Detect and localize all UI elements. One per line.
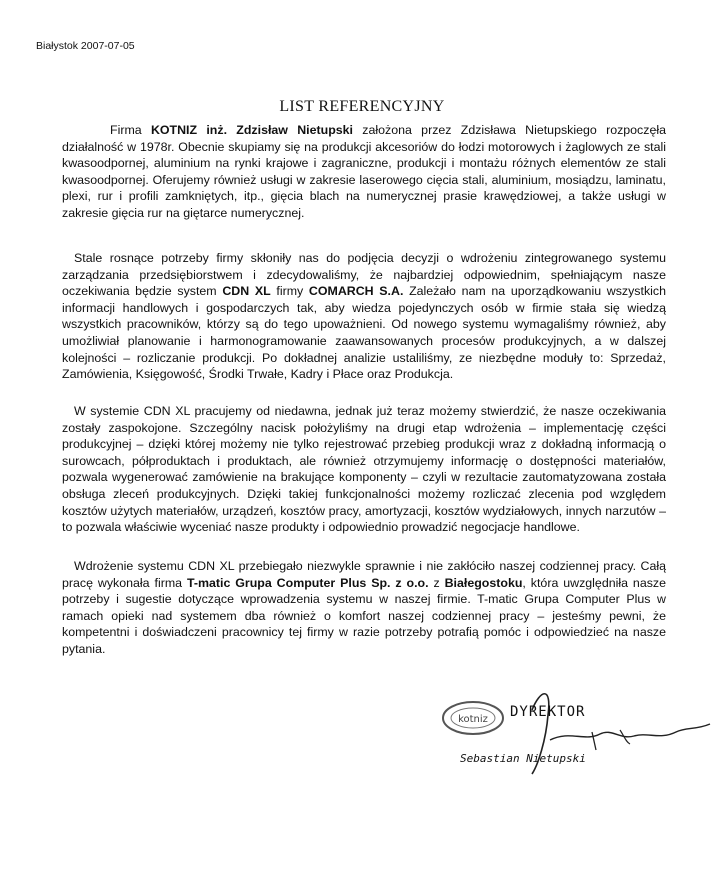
- system-name: CDN XL: [222, 284, 271, 299]
- p2-mid: firmy: [270, 284, 309, 299]
- p4-lead: Wdrożenie systemu CDN XL przebiegało niezwykle sprawnie i nie zakłóciło naszej codziennej pracy. Całą pracę wykonała firma: [62, 559, 666, 590]
- company-name: KOTNIZ inż. Zdzisław Nietupski: [150, 123, 353, 137]
- p1-body: założona przez Zdzisława Nietupskiego rozpoczęła działalność w 1978r. Obecnie skupiamy się na produkcji akcesoriów do łodzi motorowych i żaglowych ze stali kwasoodpornej, aluminium na rynki krajowe i zagraniczne, produkcji i montażu różnych elementów ze stali kwasoodpornej. Oferujemy również usługi w zakresie laserowego cięcia stali, aluminium, mosiądzu, laminatu, plexi, rur i profili zamkniętych, itp., gięcia blach na numerycznej prasie krawędziowej, a także usługi w zakresie gięcia rur na giętarce numerycznej.: [62, 123, 666, 220]
- partner-name: T-matic Grupa Computer Plus Sp. z o.o.: [186, 575, 429, 590]
- p1-lead: Firma: [110, 123, 151, 137]
- svg-text:kotniz: kotniz: [458, 714, 488, 725]
- p4-mid: z: [428, 575, 445, 590]
- paragraph-system-choice: [62, 250, 666, 383]
- p4-body: , która uwzględniła nasze potrzeby i sugestie dotyczące wprowadzenia systemu w naszej firmie. T-matic Grupa Computer Plus w ramach opieki nad systemem dba również o komfort naszej codziennej pracy – jesteśmy pewni, że kompetentni i doświadczeni pracownicy tej firmy w razie potrzeby potrafią pomóc i odpowiedzieć na nasze pytania.: [62, 575, 666, 656]
- p3-body: W systemie CDN XL pracujemy od niedawna, jednak już teraz możemy stwierdzić, że nasze oczekiwania zostały zaspokojone. Szczególny nacisk położyliśmy na drugi etap wdrożenia – implementację części produkcyjnej – dzięki której możemy nie tylko rejestrować przebieg produkcji wraz z dokładną informacją o surowcach, półproduktach i produktach, ale również otrzymujemy informację o dostępności materiałów, pozwala wygenerować zamówienie na brakujące komponenty – czyli w rezultacie zautomatyzowana została obsługa zleceń produkcyjnych. Dzięki takiej funkcjonalności możemy rozliczać zlecenia pod względem kosztów użytych materiałów, urządzeń, kosztów pracy, amortyzacji, kosztów wydziałowych, innych narzutów – to pozwala właściwie wyceniać nasze produkty i odpowiednio prowadzić negocjacje handlowe.: [62, 404, 666, 535]
- company-stamp-logo: [440, 698, 506, 738]
- signature-block: [420, 670, 720, 780]
- signatory-name: Sebastian Nietupski: [460, 752, 586, 765]
- paragraph-implementation: [62, 558, 666, 658]
- letter-title: LIST REFERENCYJNY: [279, 98, 445, 115]
- letter-date: Białystok 2007-07-05: [36, 40, 135, 52]
- paragraph-usage: [62, 403, 666, 536]
- signatory-position: DYREKTOR: [510, 704, 586, 720]
- vendor-name: COMARCH S.A.: [308, 284, 404, 299]
- p2-body: Zależało nam na uporządkowaniu wszystkich informacji handlowych i gospodarczych tak, aby wiedza pojedynczych osób w firmie stała się wiedzą wszystkich pracowników, którzy są do tego upoważnieni. Od nowego systemu wymagaliśmy również, aby umożliwiał planowanie i harmonogramowanie zaawansowanych procesów produkcyjnych, a w dalszej kolejności – rozliczanie produkcji. Po dokładnej analizie ustaliliśmy, ze niezbędne moduły to: Sprzedaż, Zamówienia, Księgowość, Środki Trwałe, Kadry i Płace oraz Produkcja.: [62, 284, 666, 382]
- p2-lead: Stale rosnące potrzeby firmy skłoniły nas do podjęcia decyzji o wdrożeniu zintegrowanego systemu zarządzania przedsiębiorstwem i zdecydowaliśmy, że najbardziej odpowiednim, spełniającym nasze oczekiwania będzie system: [62, 251, 666, 299]
- paragraph-company-intro: [62, 122, 666, 222]
- partner-city: Białegostoku: [444, 575, 523, 590]
